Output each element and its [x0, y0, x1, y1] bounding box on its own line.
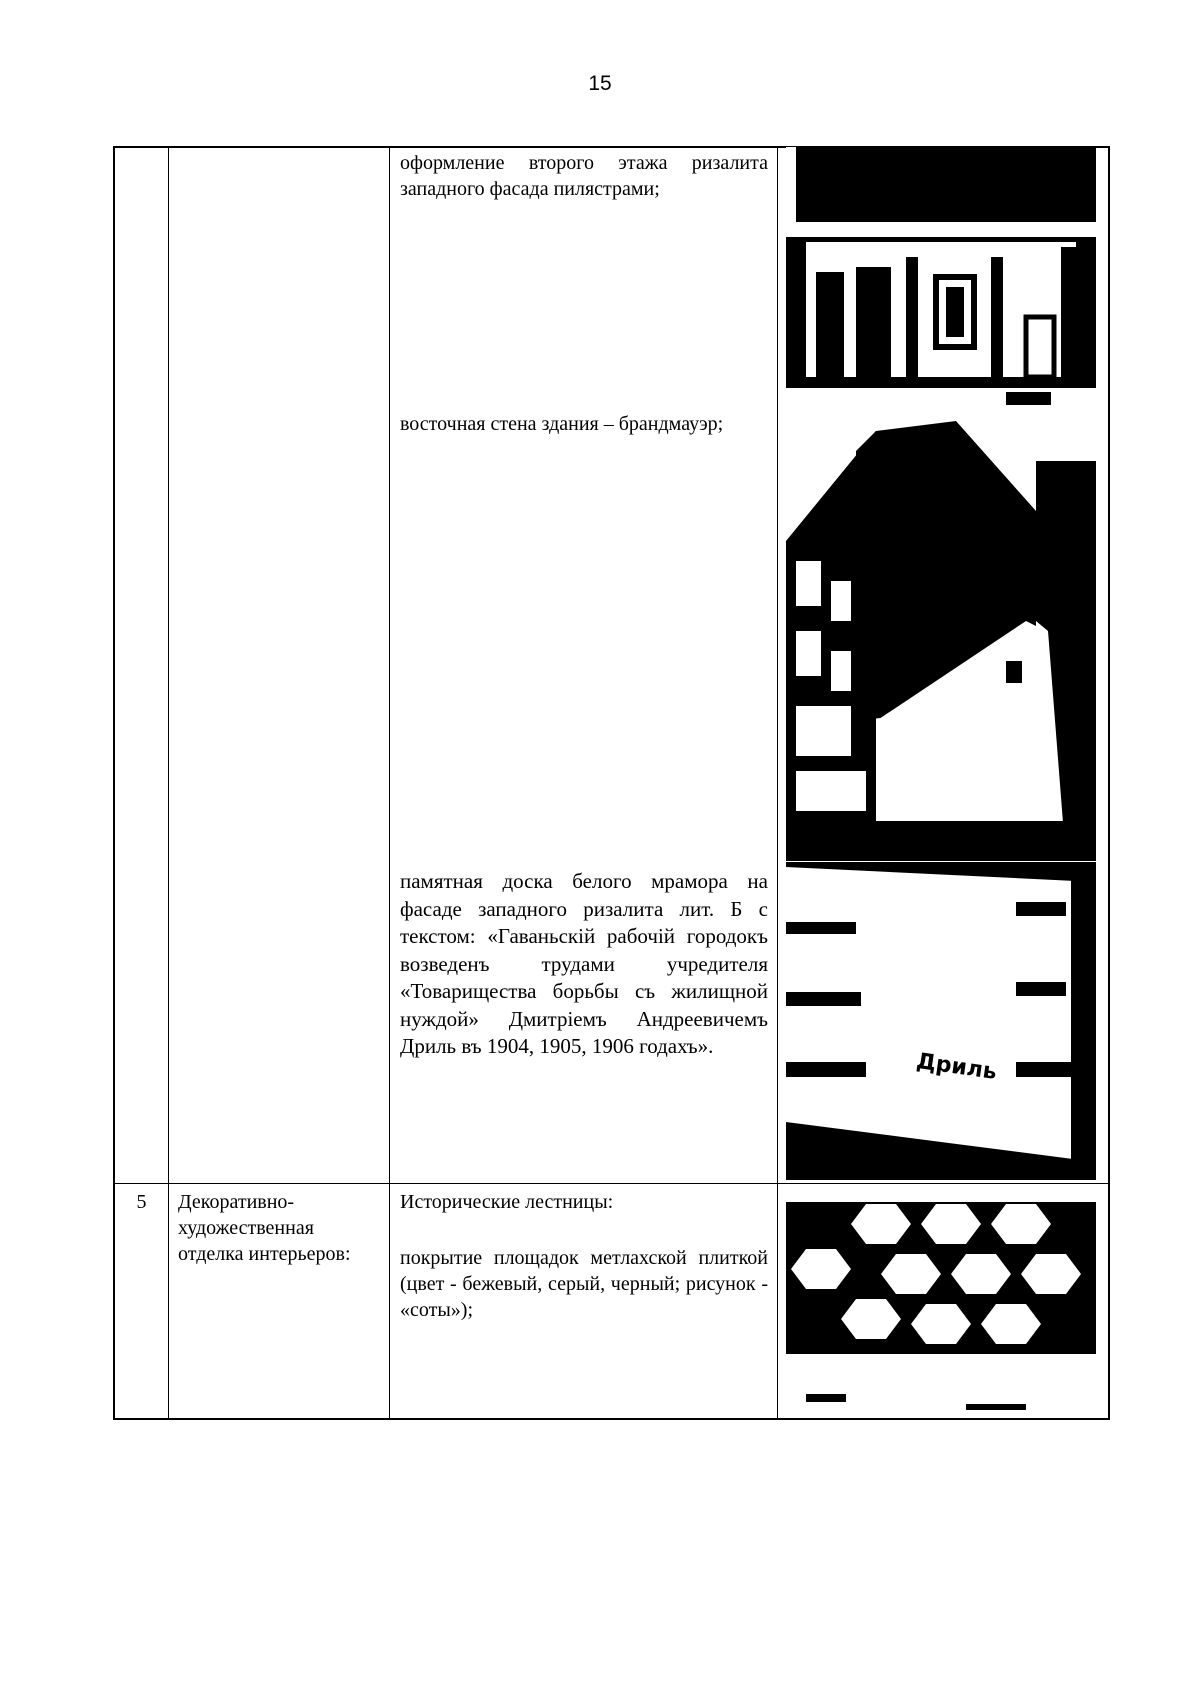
table-border-bottom: [113, 1418, 1110, 1420]
page-number: 15: [588, 72, 612, 95]
table-border-left: [113, 146, 115, 1420]
facade-risalit-pilasters-photo: [786, 147, 1096, 405]
memorial-plaque-drawing: [786, 862, 1096, 1180]
row2-category: Декоративно-художественная отделка интерьеров:: [178, 1191, 351, 1265]
honeycomb-tile-drawing: [786, 1184, 1096, 1417]
column-divider-1: [168, 146, 169, 1420]
row1-item2-text: восточная стена здания – брандмауэр;: [400, 413, 724, 435]
row1-item3-text: памятная доска белого мрамора на фасаде западного ризалита лит. Б с текстом: «Гаваньскій рабочій городокъ возведенъ трудами учредителя «Товарищества борьбы съ жилищной нуждой» Дмитріемъ Андреевичемъ Дриль въ 1904, 1905, 1906 годахъ».: [400, 869, 768, 1058]
facade-pilasters-drawing: [786, 147, 1096, 405]
column-divider-3: [777, 146, 778, 1420]
plaque-inscription: Дриль: [914, 1048, 999, 1085]
memorial-plaque-facade-photo: [786, 862, 1096, 1180]
east-firewall-drawing: [786, 421, 1096, 861]
east-firewall-wall-photo: [786, 421, 1096, 861]
metlakh-tile-honeycomb-photo: [786, 1184, 1096, 1417]
row2-item1-text: покрытие площадок метлахской плиткой (цвет - бежевый, серый, черный; рисунок - «соты»);: [400, 1247, 768, 1321]
row2-number: 5: [136, 1191, 147, 1213]
column-divider-2: [389, 146, 390, 1420]
row1-item1-text: оформление второго этажа ризалита западного фасада пилястрами;: [400, 152, 768, 200]
table-border-right: [1108, 146, 1110, 1420]
row2-heading: Исторические лестницы:: [400, 1191, 614, 1213]
